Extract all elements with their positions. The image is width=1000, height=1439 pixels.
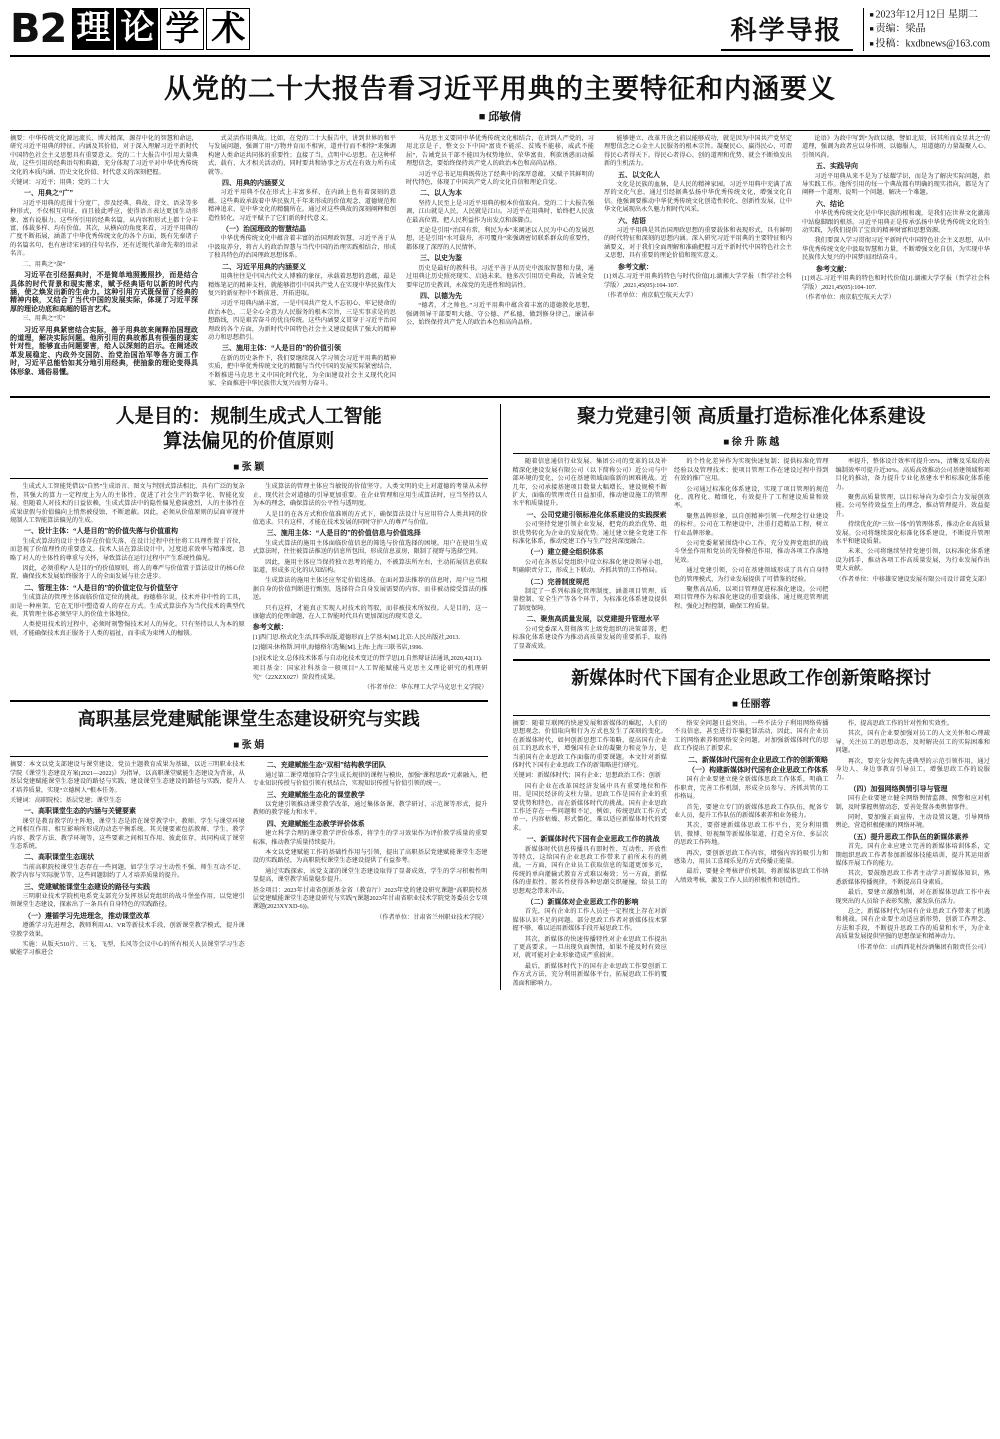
newspaper-logo: 科学导报: [721, 8, 853, 51]
issue-date: ■ 2023年12月12日 星期二: [870, 8, 990, 22]
subheading: （一）构建新媒体时代国有企业思政工作体系: [688, 765, 828, 774]
article-vocational-title: 高职基层党建赋能课堂生态建设研究与实践: [77, 709, 420, 731]
article-media: [513, 659, 991, 990]
paragraph: 聚焦品牌形象，以自创精神引领一代理念行业建设的标杆。公司在工程建设中，注重打造精品工程，树立行业品牌形象。: [674, 512, 829, 537]
article-ai-byline: ■ 张 颖: [233, 462, 265, 474]
paragraph: 公司坚持党建引领企业发展，把党的政治优势、组织优势转化为企业的发展优势。通过建立健全党建工作标准化体系，推动党建工作与生产经营深度融合。: [512, 521, 667, 546]
paragraph: 生成式算法的设计主体存在价值失落，在设计过程中往往将工具理性置于首位，而忽视了价值理性的重要意义。技术人员在算法设计中，过度追求效率与精准度，忽略了对人的主体性的尊重与关怀，导致算法在运行过程中产生系统性偏见。: [10, 537, 245, 562]
paragraph: 生成算法的管理主体面临价值定位的挑战。海德格尔说，技术并非中性的工具，而是一种座架，它在无形中塑造着人的存在方式。生成式算法作为当代技术的典型代表，其管理主体必须坚守人的价值主体地位。: [10, 594, 245, 619]
subheading: 五、以文化人: [618, 170, 660, 179]
paragraph: 习近平用典不仅在形式上丰富多样，在内涵上也有着深刻的意蕴。这些典故承载着中华民族几千年来形成的价值观念、道德规范和精神追求，是中华文化的精髓所在。通过对这些典故的深刻阐释和创造性转化，习近平赋予了它们新的时代意义。: [208, 189, 396, 222]
paragraph: 当前高职院校课堂生态存在一些问题，如学生学习主动性不强、师生互动不足、教学内容与实际脱节等，这些问题制约了人才培养质量的提升。: [10, 863, 245, 880]
lead-title: 从党的二十大报告看习近平用典的主要特征和内涵要义: [164, 74, 836, 105]
paragraph: 率提升，整体设计效率可提升35%，清晰及采取的表编制效率可提升近30%。高质高效推动公司基建领域和项目化的推动，备力提升专业化基建水平和标准化体系能力。: [835, 458, 990, 491]
paragraph: 建立科学合理的课堂教学评价体系，将学生的学习效果作为评价教学质量的重要标准，推动教学质量持续提升。: [252, 830, 488, 846]
paragraph: 新媒体时代信息传播具有即时性、互动性、开放性等特点，这给国有企业思政工作带来了前所未有的挑战。一方面，国有企业员工获取信息的渠道更加多元，传统的单向灌输式教育方式难以奏效；另一方面，新媒体的虚拟性、匿名性使得各种思潮交织碰撞，给员工的思想观念带来冲击。: [512, 845, 667, 895]
paragraph: 总之，新媒体时代为国有企业思政工作带来了机遇和挑战。国有企业要主动适应新形势，创新工作理念、方法和手段，不断提升思政工作的质量和水平，为企业高质量发展提供坚强的思想保证和精神动力。: [835, 908, 990, 941]
article-vocational-col-1: [10, 761, 245, 960]
lead-article: [10, 67, 990, 390]
article-party-byline: ■ 徐 升 陈 越: [723, 437, 780, 449]
article-ai-title-line2: 算法偏见的价值原则: [163, 430, 335, 453]
article-media-title: 新媒体时代下国有企业思政工作创新策略探讨: [571, 667, 932, 689]
paragraph: 通过党建引领，公司在基建领域形成了具有自身特色的管理模式，为行业发展提供了可借鉴的经验。: [674, 567, 829, 583]
lead-col-4: [604, 135, 792, 390]
masthead: [10, 8, 990, 57]
article-party-columns: [513, 458, 991, 653]
article-ai-col-1: [10, 483, 245, 694]
article-vocational-col-2: [253, 761, 488, 960]
paragraph: 通过实践探索，该党支部的课堂生态建设取得了显著成效，学生的学习积极性明显提高，课堂教学质量稳步提升。: [252, 867, 488, 884]
article-vocational-byline: ■ 张 娟: [233, 740, 265, 752]
section-char-2: 学: [160, 8, 204, 50]
fund-note: 基金项目：2023年甘肃省创新基金省（教育厅）2023年党的建设研究课题“高职院校基层党建赋能课堂生态建设研究与实践”(课题2023年甘肃省职业技术学院党务委员会专项课题(2023XYXD-6))。: [252, 886, 488, 911]
right-half: [500, 404, 991, 990]
paragraph: 聚焦高质量管理，以目标导向为牵引合力发展创效能。公司坚持效益至上的理念，推动管理提升、效益提升。: [835, 494, 990, 518]
keywords: 关键词：高职院校；基层党建；课堂生态: [10, 796, 122, 804]
reference: [3]技术论文.总体技术体系与自动化技术变迁的哲学思[J].自然辩证法通讯,2020,42(11).: [252, 654, 483, 662]
subheading: 二、新媒体时代国有企业思政工作的创新策略: [688, 755, 828, 764]
subheading: （一）治国理政的智慧结晶: [222, 225, 306, 234]
paragraph: 未来，公司将继续坚持党建引领，以标准化体系建设为抓手，推动各项工作高质量发展，为行业发展作出更大贡献。: [835, 548, 990, 573]
affiliation: （作者单位：南京航空航天大学）: [604, 291, 697, 299]
submission-email: ■ 投稿：kxdbnews@163.com: [870, 37, 990, 51]
left-half: [10, 404, 488, 990]
article-media-byline: ■ 任丽蓉: [731, 698, 771, 710]
paragraph: 最后，要健全考核评价机制，将新媒体思政工作纳入绩效考核，激发工作人员的积极性和创造性。: [674, 868, 829, 884]
paragraph: 习近平总书记用典既传达了经典中的深厚意蕴，又赋予其鲜明的时代特色，体现了中国共产党人的文化自信和理论自觉。: [406, 170, 594, 187]
paragraph: 公司党委紧紧围绕中心工作，充分发挥党组织的战斗堡垒作用和党员的先锋模范作用，推动各项工作落地见效。: [674, 540, 829, 564]
article-party-title: 聚力党建引领 高质量打造标准化体系建设: [576, 405, 926, 428]
subheading: 一、公司党建引领标准化体系建设的实践探索: [526, 510, 667, 519]
article-ai-title-line1: 人是目的：规制生成式人工智能: [115, 405, 382, 428]
paragraph: 中华优秀传统文化是中华民族的根和魂，是我们在世界文化激荡中站稳脚跟的根基。习近平用典正是传承弘扬中华优秀传统文化的生动实践，为我们提供了宝贵的精神财富和思想资源。: [802, 210, 990, 235]
article-media-col-3: [836, 720, 991, 990]
paragraph: 三、用典之“实”: [22, 315, 66, 323]
paragraph: 随着信息通信行业发展、集团公司的变革的以及补精深化建设发展有限公司（以下简称公司）近公司与中部环境的变化，公司在基建领域面临新的困难挑战。近几年，公司承接基建项目数量大幅增长，建设规模不断扩大，面临的管理责任日益加重，推动建设施工的管理水平和质量提升。: [512, 458, 667, 508]
paragraph: 其次，国有企业要加强对员工的人文关怀和心理疏导，关注员工的思想动态，及时解决员工的实际困难和问题。: [835, 730, 990, 755]
paragraph: 首先，国有企业应建立完善的新媒体培训体系，定期组织思政工作者参加新媒体技能培训，提升其运用新媒体开展工作的能力。: [835, 843, 990, 867]
paragraph: 习近平用典是其治国理政思想的重要载体和表现形式，具有鲜明的时代特征和深刻的思想内涵。深入研究习近平用典的主要特征和内涵要义，对于我们全面理解和准确把握习近平新时代中国特色社会主义思想，具有重要的理论价值和现实意义。: [604, 227, 792, 260]
section-char-1: 论: [116, 8, 158, 50]
paragraph: 习近平用典从来不是为了炫耀学识，而是为了解决实际问题，指导实践工作。他所引用的每一个典故都有明确的现实指向，都是为了阐释一个道理、说明一个问题、解决一个难题。: [802, 172, 990, 197]
paragraph: 无论是引用“治国有常，利民为本”来阐述以人民为中心的发展思想，还是引用“水可载舟，亦可覆舟”来强调密切联系群众的重要性，都体现了深厚的人民情怀。: [406, 227, 594, 251]
article-vocational-columns: [10, 761, 488, 960]
paragraph: 人是目的在各方式和价值准则的方式下，确保算法设计与应用符合人类共同的价值追求。只有这样，才能在技术发展的同时守护人的尊严与价值。: [252, 510, 488, 526]
paragraph: 二、用典之“深”: [22, 260, 66, 268]
paragraph: 持续优化的“三位一体”的管理体系，推动企业高质量发展。公司将继续深化标准化体系建设，不断提升管理水平和建设质量。: [835, 521, 990, 546]
subheading: 三、以史为鉴: [420, 254, 462, 263]
paragraph: 作，提高思政工作的针对性和实效性。: [847, 719, 954, 727]
paragraph: 生成式算法的施用主体面临价值信息的筛选与价值选择的困境。用户在使用生成式算法时，往往被算法推送的信息所包围，形成信息茧房，限制了视野与选择空间。: [252, 539, 488, 556]
paragraph: 其次，新媒体的快速传播特性对企业思政工作提出了更高要求。一旦出现负面舆情，如果不能及时有效应对，就可能对企业形象造成严重损害。: [512, 935, 667, 960]
paragraph: 能够建立、改革开放之前以能够成功，就是因为中国共产党坚定理想信念之心金主人民服务的根本宗旨。凝聚民心、赢得民心，可谓得民心者得天下。得民心者得心、创的道理和优势、就会不断焕发出新的生机活力。: [604, 135, 792, 168]
paragraph: 生成式人工智能凭借以“自然”生成语言、图文与判别式算法相比，具有广泛的复杂性，其强大的算力一定程度上为人的主体性，促进了社会生产的数字化、智能化发展。但随着人对技术的日益依赖，生成式算法中的隐性偏见愈演愈烈，人的主体性在成果虚假与价值偏向上悄然被侵蚀，不断遮蔽。因此，必须从价值原则的层面审视并规制人工智能算法偏见的生成。: [10, 483, 245, 524]
subheading: 二、充建赋能生态“双相”结构教学团队: [266, 761, 386, 770]
paragraph: 实施：从版天510片、三飞、飞型、长风等会议中心的所有相关人员课堂学习生态赋能学习推进会: [10, 941, 245, 957]
subheading: （一）遵循学习先进理念，推动课堂改革: [24, 911, 150, 920]
reference: [2]德国:休格斯.同审,海德格尔选集[M].上海:上海三联书店,1996.: [252, 644, 424, 652]
paragraph: 马克思主义要同中华优秀传统文化相结合，在讲到人严党的，习用北京是子，整文公下中国“富贵不能淫、贫贱不能移，威武不能屈”，告诫党员干部不能因为权势地位、荣华富贵、利欲诱惑而动摇理想信念，要始终保持共产党人的政治本色和高尚品格。: [406, 135, 594, 168]
editor: ■ 责编：梁晶: [870, 22, 990, 36]
paragraph: 国有企业要建立健全新媒体思政工作体系，明确工作职责，完善工作机制，形成全员参与、齐抓共管的工作格局。: [674, 776, 829, 801]
paragraph: 最后，要建立激励机制，对在新媒体思政工作中表现突出的人员给予表彰奖励，激发队伍活力。: [835, 889, 990, 905]
lead-columns: [10, 135, 990, 390]
subheading: 一、高职课堂生态的内涵与关键要素: [24, 807, 136, 816]
keywords: 关键词：新媒体时代；国有企业；思想政治工作；创新: [512, 772, 661, 780]
paragraph: 公司通过标准化体系建设，实现了项目管理的规范化、流程化、精细化，有效提升了工程建设质量和效率。: [674, 485, 829, 510]
paragraph: 习近平用典的范围十分宽广，涉及经典、典故、诗文、语录等多种形式，不仅相互印证，而且彼此呼应，使得语言表达更加生动形象、富有说服力。这些所引用的经典名篇，从内容和形式上都十分丰富、体裁多样、均有价值。其次，从横向的角度来看，习近平用典的广度不断拓展，涵盖了中华优秀传统文化的各个方面，既有先秦诸子的名篇名句，也有唐诗宋词的佳句名作，还有近现代革命先辈的语录名言。: [10, 199, 198, 258]
paragraph: 在新的历史条件下，我们要继续深入学习领会习近平用典的精神实质，把中华优秀传统文化的精髓与当代中国的发展实际紧密结合，不断推进马克思主义中国化时代化，为全面建设社会主义现代化国家、全面推进中华民族伟大复兴而努力奋斗。: [208, 354, 396, 387]
affiliation: （作者单位：华东理工大学马克思主义学院）: [363, 683, 488, 691]
paragraph: 课堂是教育教学的主阵地，课堂生态是指在课堂教学中，教师、学生与课堂环境之间相互作用、相互影响所形成的动态平衡系统。其关键要素包括教师、学生、教学内容、教学方法、教学环境等，这些要素之间相互作用、彼此依存，共同构成了课堂生态系统。: [10, 817, 245, 850]
project-fund: 项目基金：国家社科基金一般项目“人工智能赋能马克思主义理论研究的机理研究”（22XZX027）阶段性成果。: [252, 665, 488, 681]
paragraph: 国有企业要建立健全网络舆情监测、预警和应对机制，及时掌握舆情动态，妥善处置各类舆情事件。: [835, 795, 990, 811]
paragraph: 关键词：习近平；用典；党的二十大: [10, 179, 109, 187]
affiliation: （作者单位：山西西花村汾酒集团有限责任公司）: [853, 943, 990, 951]
subheading: 三、施用主体：“人是目的”的价值引领: [222, 344, 341, 353]
paragraph: 其次，要搭建新媒体思政工作平台，充分利用微信、微博、短视频等新媒体渠道，打造全方位、多层次的思政工作阵地。: [674, 822, 829, 847]
paragraph: 生成算法的施用主体还应坚定价值选择。在面对算法推荐的信息时，用户应当根据自身的价值判断进行甄别，选择符合自身发展需要的内容，而非被动接受算法的推送。: [252, 577, 488, 602]
subheading: 四、充建赋能生态教学评价体系: [266, 819, 365, 828]
paragraph: 聚焦高品质，以项目管理促进标准化建设。公司把项目管理作为标准化建设的重要载体，通过规范管理流程、强化过程控制，确保工程质量。: [674, 586, 829, 610]
subheading: 参考文献：: [816, 264, 851, 273]
article-ai-columns: [10, 483, 488, 694]
paragraph: 人类使用技术的过程中，必须时刻警惕技术对人的异化。只有坚持以人为本的原则，才能确保技术真正服务于人类的福祉，而非成为束缚人的枷锁。: [10, 621, 245, 637]
subheading: （一）建立健全组织体系: [526, 548, 604, 557]
paragraph: 公司在各基层党组织中设立标准化建设领导小组，明确职责分工，形成上下联动、齐抓共管的工作格局。: [512, 558, 667, 575]
paragraph: 络安全问题日益突出。一些不法分子利用网络传播不良信息，甚至进行诈骗犯罪活动，因此，国有企业员工的网络素养和网络安全问题，对加强新媒体时代的思政工作提出了新要求。: [674, 719, 829, 753]
paragraph: 中华优秀传统文化中蕴含着丰富的治国理政智慧，习近平善于从中汲取养分，将古人的政治智慧与当代中国的治理实践相结合，形成了独具特色的治国理政思想体系。: [208, 235, 396, 260]
masthead-meta: [863, 8, 990, 51]
paragraph: 首先，国有企业的工作人员还一定程度上存在对新媒体认识不足的问题。部分思政工作者对新媒体技术掌握不够，难以运用新媒体手段开展思政工作。: [512, 908, 667, 933]
subheading: 二、以人为本: [420, 189, 462, 198]
subheading: 四、用典的内涵要义: [222, 179, 285, 188]
masthead-right: [721, 8, 990, 51]
paragraph: 再次，要创新思政工作内容，增强内容的吸引力和感染力，用员工喜闻乐见的方式传播正能量。: [674, 849, 829, 865]
subheading: 六、结论: [816, 199, 844, 208]
lead-byline: ■ 邱敏倩: [478, 111, 522, 123]
paragraph: 三明职业技术学院机电系党支部充分发挥基层党组织的战斗堡垒作用，以党建引领课堂生态建设，探索出了一条具有自身特色的实践路径。: [10, 893, 245, 909]
article-party-col-2: [674, 458, 829, 653]
paragraph: 因此，必须重构“人是目的”的价值原则，将人的尊严与价值置于算法设计的核心位置，确保技术发展始终服务于人的全面发展与社会进步。: [10, 565, 245, 581]
subheading: 四、以德为先: [420, 291, 462, 300]
reference: [1]刘志.习近平用典的特色和时代价值[J].湖湘大学学报（哲学社会科学版）,2021,45(05):104-107.: [802, 275, 990, 291]
reference: [1]西门思.格式化生活,四季出版,道德形而上学基本[M].北京:人民出版社,2013.: [252, 633, 461, 641]
paragraph: 通过第二课堂增加符合学生成长规律的课程与模块，加强“课程思政”元素融入，把专业知识传授与价值引领有机结合，实现知识传授与价值引领的统一。: [252, 771, 488, 788]
paragraph: 遵循学习先进理念，教师利用AI、VR等新技术手段，创新课堂教学模式，提升课堂教学效果。: [10, 922, 245, 938]
section-char-0: 理: [72, 8, 114, 50]
subheading: 参考文献：: [618, 262, 653, 271]
paragraph: 以党建引领推动课堂教学改革，通过集体备课、教学研讨、示范课等形式，提升教师的教学能力和水平。: [252, 800, 488, 817]
affiliation: （作者单位：南京航空航天大学）: [802, 293, 895, 301]
article-party-col-1: [513, 458, 668, 653]
paragraph: 历史是最好的教科书。习近平善于从历史中汲取智慧和力量，通过用典让历史照亮现实、启迪未来。他多次引用历史典故，告诫全党要牢记历史教训，永葆党的先进性和纯洁性。: [406, 264, 594, 289]
paragraph: 摘要：中华传统文化源远流长、博大精深，源存中化的智慧和命运，研究习近平用典的特征、内涵及其价值，对于深入理解习近平新时代中国特色社会主义思想具有重要意义。党的二十大报告中引用大量典故，这些引用的经典语句和典籍，充分体现了习近平对中华优秀传统文化的本质内涵、历史文化价值、时代意义的深刻把握。: [10, 135, 198, 176]
subheading: 习近平在引经据典时，不是简单地照搬照抄，而是结合具体的时代背景和现实需求，赋予经典语句以新的时代内涵，使之焕发出新的生命力。这种引用方式既保留了经典的精神内核，又结合了当代中国的发展实际，体现了习近平深厚的理论功底和高超的语言艺术。: [10, 271, 198, 313]
article-ai-col-2: [253, 483, 488, 694]
lead-col-5: [802, 135, 990, 390]
affiliation: （作者单位：甘肃省兰州职业技术学院）: [376, 913, 488, 921]
affiliation: （作者单位：中移雄安建设发展有限公司设计部党支部）: [835, 575, 991, 583]
paragraph: 的个性化差异作为实现快速复制；提供标准化管理经验以及管理技术；使项目管理工作在建设过程中得到有效的推广应用。: [674, 458, 829, 483]
reference: [1]刘志.习近平用典的特色与时代价值[J].湖湘大学学报（哲学社会科学版）,2021,45(05):104-107.: [604, 273, 792, 289]
lead-col-3: [406, 135, 594, 390]
subheading: 习近平用典紧密结合实际，善于用典故来阐释治国理政的道理，解决实际问题。他所引用的典故都具有很强的现实针对性，能够直击问题要害，给人以深刻的启示。在阐述改革发展稳定、内政外交国防、治党治国治军等各方面工作时，习近平总能恰如其分地引用经典，使抽象的理论变得具体形象、通俗易懂。: [10, 325, 198, 376]
subheading: （二）完善制度规范: [526, 577, 590, 586]
page-number: B2: [10, 6, 67, 52]
subheading: 六、结语: [618, 216, 646, 225]
subheading: 三、施用主体：“人是目的”的价值信息与价值选择: [266, 529, 421, 538]
masthead-left: [10, 8, 250, 50]
article-party-col-3: [836, 458, 991, 653]
lead-col-1: [10, 135, 198, 390]
paragraph: 用典往往是中国古代文人博雅的象征，承载着思想的意蕴，最是精炼笔记的精神支柱，就能够指引中国共产党人在实现中华民族伟大复兴的新征程中不断前进、开拓进取。: [208, 273, 396, 297]
article-media-col-1: [513, 720, 668, 990]
subheading: 三、党建赋能课堂生态建设的路径与实践: [24, 882, 150, 891]
paragraph: 只有这样，才能真正实现人对技术的驾驭，而非被技术所奴役。人是目的，这一康德式的伦理命题，在人工智能时代具有更加深远的现实意义。: [252, 604, 488, 621]
paragraph: 再次，要充分发挥先进典型的示范引领作用，通过身边人、身边事教育引导员工，增强思政工作的说服力。: [835, 757, 990, 782]
paragraph: 其次，要鼓励思政工作者主动学习新媒体知识，熟悉新媒体传播规律，不断提高自身素质。: [835, 870, 990, 886]
subheading: （五）提升思政工作队伍的新媒体素养: [849, 832, 969, 841]
subheading: 二、聚焦高质量发展，以党建提升管理水平: [526, 615, 660, 624]
article-ai: [10, 404, 488, 694]
paragraph: 生成算法的管理主体应当敏锐的价值坚守。人类文明的史上对道德的考量从未停止，现代社会对道德的引导更加重要。在企业管理和应用生成算法时，应当坚持以人为本的理念，确保算法的公平性与透明度。: [252, 483, 488, 508]
paragraph: 制定了一系列标准化管理制度，涵盖项目管理、质量控制、安全生产等各个环节，为标准化体系建设提供了制度保障。: [512, 588, 667, 612]
paragraph: 公司党委深入贯彻落实上级党组织的决策部署，把标准化体系建设作为推动高质量发展的重要抓手，取得了显著成效。: [512, 625, 667, 650]
paragraph: 本文以党建赋能工作的基础性作用与引领，提出了高职基层党建赋能课堂生态建设的实践路径，为高职院校课堂生态建设提供了有益参考。: [252, 848, 488, 865]
subheading: 三、充建赋能生态化的课堂教学: [266, 790, 365, 799]
paragraph: 最后，新媒体时代下的国有企业思政工作要创新工作方式方法，充分利用新媒体平台，拓展思政工作的覆盖面和影响力。: [512, 962, 667, 987]
abstract: 摘要：随着互联网的快速发展和新媒体的崛起，人们的思想观念、价值取向和行为方式也发生了深刻的变化。在新媒体时代，如何创新思想工作策略，提高国有企业员工的思政水平，增强国有企业的凝聚力和竞争力，是当前国有企业思政工作面临的重要课题。本文针对新媒体时代下国有企业思政工作的新策略进行研究。: [512, 719, 667, 769]
subheading: （二）新媒体对企业思政工作的影响: [526, 898, 639, 907]
paragraph: 国有企业在改革国经济发展中具有重要地位和作用，是国民经济的支柱力量。思政工作是国有企业的重要优势和特色，而在新媒体时代的挑战。国有企业思政工作还存在一些问题和不足，例如，传统思政工作方式单一、内容枯燥、形式僵化，难以适应新媒体时代的要求。: [512, 782, 667, 832]
article-vocational: [10, 700, 488, 960]
article-party: [513, 404, 991, 653]
paragraph: 我们要深入学习贯彻习近平新时代中国特色社会主义思想，从中华优秀传统文化中汲取智慧和力量，不断增强文化自信，为实现中华民族伟大复兴的中国梦而团结奋斗。: [802, 237, 990, 262]
subheading: 二、管理主体：“人是目的”的价值定位与价值坚守: [24, 583, 178, 592]
paragraph: 坚持人民至上是习近平用典的根本价值取向。党的二十大报告强调，江山就是人民，人民就是江山。习近平在用典时，始终把人民放在最高位置，把人民利益作为出发点和落脚点。: [406, 199, 594, 224]
paragraph: 习近平用典内涵丰富，一是中国共产党人不忘初心、牢记使命的政治本色，二是全心全意为人民服务的根本宗旨，三是实事求是的思想路线，四是艰苦奋斗的优良传统。这些内涵要义贯穿于习近平治国理政的各个方面，为新时代中国特色社会主义建设提供了强大的精神动力和思想指引。: [208, 300, 396, 341]
subheading: （四）加强网络舆情引导与管理: [849, 784, 948, 793]
paragraph: 文化是民族的血脉，是人民的精神家园。习近平用典中充满了浓厚的文化气息，通过引经据典弘扬中华优秀传统文化，增强文化自信。他强调要推动中华优秀传统文化创造性转化、创新性发展，让中华文化展现出永久魅力和时代风采。: [604, 181, 792, 214]
lead-col-2: [208, 135, 396, 390]
paragraph: 论语》为政中写到“为政以德，譬如北辰，居其所而众星共之”的道理，强调为政者应以身作则、以德服人，用道德的力量凝聚人心、引领风尚。: [802, 135, 990, 159]
paragraph: 式灵活作用典故。比如，在党的二十大报告中，讲到世界的和平与发展问题，强调了用“万物并育而不相害，道并行而不相悖”来强调构建人类命运共同体的重要性；直接了当，点明中心思想。在这种样式、载有、大才相关活动的，同时要共和协事之方式在有效力所有成就等。: [208, 135, 396, 176]
section-title: [72, 8, 250, 50]
paragraph: “德者，才之帅也。”习近平用典中蕴含着丰富的道德教化思想，强调领导干部要明大德、守公德、严私德，做到修身律己、廉洁奉公，始终保持共产党人的政治本色和高尚品格。: [406, 302, 594, 327]
references-heading: 参考文献：: [252, 623, 288, 632]
article-media-col-2: [674, 720, 829, 990]
subheading: 二、高职课堂生态现状: [24, 853, 94, 862]
article-media-columns: [513, 720, 991, 990]
subheading: 二、习近平用典的内涵要义: [222, 262, 306, 271]
paragraph: 首先，要建立专门的新媒体思政工作队伍，配备专业人员，提升工作队伍的新媒体素养和业务能力。: [674, 803, 829, 819]
subheading: 一、用典之“广”: [24, 189, 73, 198]
paragraph: 因此，施用主体应当保持独立思考的能力，不被算法所左右，主动拓展信息获取渠道，形成多元化的认知结构。: [252, 558, 488, 575]
subheading: 一、设计主体：“人是目的”的价值失落与价值重构: [24, 527, 178, 536]
section-char-3: 术: [206, 8, 250, 50]
abstract: 摘要：本文以党支部建设与课堂建设、党员主题教育成果为基础，以近三明职业技术学院《课堂生态建设方案(2021—2022)》为指导，以高职课堂赋能生态建设为背景，从基层党建赋能课堂生态建设的路径与实践，建设课堂生态建设的路径与实践，提升人才培养质量，实现“立德树人”根本任务。: [10, 761, 245, 794]
subheading: 一、新媒体时代下国有企业思政工作的挑战: [526, 835, 660, 844]
subheading: 五、实践导向: [816, 162, 858, 171]
paragraph: 同时，要加强正面宣传，主动设置议题，引导网络舆论，营造积极健康的网络环境。: [835, 813, 990, 830]
